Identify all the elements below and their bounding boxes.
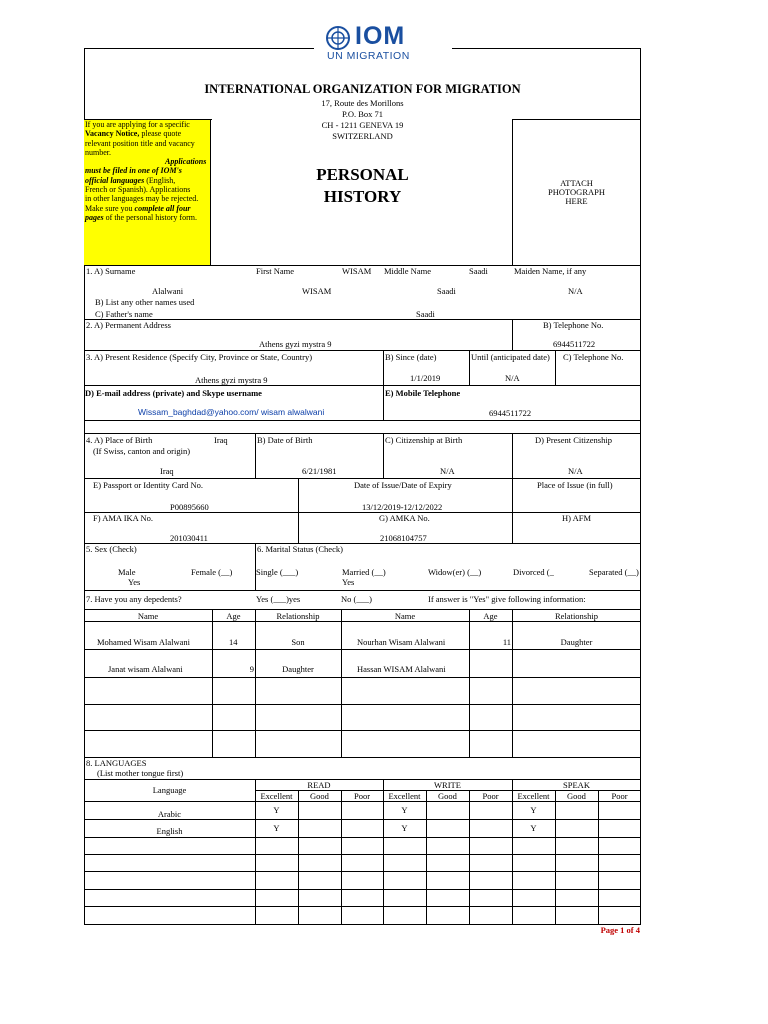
org-name: INTERNATIONAL ORGANIZATION FOR MIGRATION (204, 82, 521, 96)
lang-header-language: Language (152, 785, 187, 795)
notice-line-8: French or Spanish). Applications (85, 185, 191, 195)
address-line-1: 17, Route des Morillons (321, 98, 404, 108)
logo-tagline: UN MIGRATION (327, 50, 410, 62)
dep-row-1-age[interactable]: 14 (229, 637, 238, 647)
lang-row-1-name[interactable]: Arabic (157, 809, 182, 819)
first-name-header-value: WISAM (342, 266, 372, 276)
maiden-name-value[interactable]: N/A (568, 286, 583, 296)
dep-header-name: Name (137, 611, 159, 621)
lang-row-1-speak[interactable]: Y (530, 805, 537, 815)
notice-official: official languages (85, 175, 145, 185)
dep-row-1-name-2[interactable]: Nourhan Wisam Alalwani (357, 637, 446, 647)
email-value[interactable]: Wissam_baghdad@yahoo.com/ wisam alwalwani (138, 407, 325, 417)
ama-ika-label: F) AMA IKA No. (93, 513, 153, 523)
address-line-2: P.O. Box 71 (341, 109, 384, 119)
maiden-name-label: Maiden Name, if any (514, 266, 587, 276)
read-excellent-header: Excellent (260, 791, 293, 801)
present-citizenship-value[interactable]: N/A (568, 466, 583, 476)
dep-row-1-relationship-2[interactable]: Daughter (560, 637, 593, 647)
father-name-label: C) Father's name (95, 309, 153, 319)
until-date-label: Until (anticipated date) (471, 352, 550, 362)
languages-sub: (List mother tongue first) (97, 768, 184, 778)
logo-brand: IOM (355, 22, 406, 50)
dep-header-name-2: Name (394, 611, 416, 621)
dependents-note: If answer is "Yes" give following information: (428, 594, 586, 604)
dep-header-age: Age (226, 611, 241, 621)
dep-row-1-name[interactable]: Mohamed Wisam Alalwani (97, 637, 190, 647)
notice-complete: complete all four (134, 203, 191, 213)
mobile-label: E) Mobile Telephone (385, 388, 461, 398)
other-names-label: B) List any other names used (95, 297, 195, 307)
lang-header-write: WRITE (434, 780, 461, 790)
permanent-address-value[interactable]: Athens gyzi mystra 9 (259, 339, 332, 349)
write-good-header: Good (438, 791, 457, 801)
issue-expiry-label: Date of Issue/Date of Expiry (354, 480, 452, 490)
surname-value[interactable]: Alalwani (152, 286, 184, 296)
passport-label: E) Passport or Identity Card No. (93, 480, 204, 490)
place-of-birth-sub: (If Swiss, canton and origin) (93, 446, 191, 456)
middle-name-label: Middle Name (384, 266, 431, 276)
lang-row-1-read[interactable]: Y (273, 805, 280, 815)
since-date-value[interactable]: 1/1/2019 (410, 373, 441, 383)
passport-value[interactable]: P00895660 (170, 502, 209, 512)
middle-name-value[interactable]: Saadi (437, 286, 456, 296)
dep-row-2-name-2[interactable]: Hassan WISAM Alalwani (357, 664, 446, 674)
speak-good-header: Good (567, 791, 586, 801)
page-number: Page 1 of 4 (600, 925, 640, 935)
present-residence-value[interactable]: Athens gyzi mystra 9 (195, 375, 268, 385)
dep-row-1-age-2[interactable]: 11 (502, 637, 511, 647)
form-title-line-1: PERSONAL (316, 165, 409, 184)
dep-row-2-relationship[interactable]: Daughter (282, 664, 314, 674)
languages-label: 8. LANGUAGES (86, 758, 147, 768)
amka-value[interactable]: 21068104757 (380, 533, 427, 543)
dep-header-relationship: Relationship (276, 611, 320, 621)
photo-label-2: PHOTOGRAPH (548, 187, 605, 197)
lang-row-2-write[interactable]: Y (401, 823, 408, 833)
ama-ika-value[interactable]: 201030411 (170, 533, 208, 543)
notice-english: (English, (144, 175, 176, 185)
notice-vacancy: Vacancy Notice, (85, 129, 140, 139)
dependents-yes[interactable]: Yes (___)yes (256, 594, 301, 604)
speak-poor-header: Poor (611, 791, 628, 801)
email-label: D) E-mail address (private) and Skype username (85, 388, 262, 398)
photo-label-3: HERE (565, 196, 588, 206)
write-excellent-header: Excellent (388, 791, 421, 801)
address-line-3: CH - 1211 GENEVA 19 (321, 120, 404, 130)
place-of-birth-header-value: Iraq (214, 435, 228, 445)
marital-widow[interactable]: Widow(er) (__) (428, 567, 482, 577)
date-of-birth-label: B) Date of Birth (257, 435, 313, 445)
speak-excellent-header: Excellent (517, 791, 550, 801)
write-poor-header: Poor (482, 791, 499, 801)
lang-row-2-read[interactable]: Y (273, 823, 280, 833)
notice-pages: pages (85, 212, 104, 222)
marital-yes: Yes (342, 577, 355, 587)
notice-box (84, 119, 211, 265)
notice-must: must be filed in one of IOM's (85, 166, 182, 176)
until-date-value[interactable]: N/A (505, 373, 520, 383)
sex-label: 5. Sex (Check) (86, 544, 137, 554)
dep-header-relationship-2: Relationship (555, 611, 598, 621)
sex-female[interactable]: Female (__) (191, 567, 233, 577)
father-name-value[interactable]: Saadi (416, 309, 435, 319)
notice-line-11: of the personal history form. (103, 212, 197, 222)
photo-label-1: ATTACH (560, 178, 593, 188)
middle-name-header-value: Saadi (469, 266, 488, 276)
mobile-value[interactable]: 6944511722 (489, 408, 532, 418)
lang-header-speak: SPEAK (563, 780, 590, 790)
dep-row-2-age[interactable]: 9 (249, 664, 254, 674)
marital-label: 6. Marital Status (Check) (257, 544, 343, 554)
place-of-birth-value[interactable]: Iraq (160, 466, 174, 476)
read-good-header: Good (310, 791, 329, 801)
notice-applications: Applications (165, 157, 207, 167)
form-title-line-2: HISTORY (323, 187, 402, 206)
dependents-no[interactable]: No (___) (341, 594, 372, 604)
citizenship-birth-value[interactable]: N/A (440, 466, 455, 476)
first-name-label: First Name (256, 266, 295, 276)
sex-yes: Yes (128, 577, 141, 587)
notice-line-2: please quote (139, 129, 182, 139)
marital-married[interactable]: Married (__) (342, 567, 386, 577)
amka-label: G) AMKA No. (379, 513, 430, 523)
present-telephone-label: C) Telephone No. (563, 352, 624, 362)
dep-row-2-name[interactable]: Janat wisam Alalwani (108, 664, 183, 674)
lang-row-2-speak[interactable]: Y (530, 823, 537, 833)
marital-single[interactable]: Single (___) (256, 567, 299, 577)
place-of-birth-label: 4. A) Place of Birth (86, 435, 153, 445)
permanent-address-label: 2. A) Permanent Address (86, 320, 171, 330)
surname-label: 1. A) Surname (86, 266, 136, 276)
telephone-label: B) Telephone No. (543, 320, 604, 330)
telephone-value[interactable]: 6944511722 (553, 339, 596, 349)
first-name-value[interactable]: WISAM (302, 286, 332, 296)
read-poor-header: Poor (353, 791, 371, 801)
dep-row-1-relationship[interactable]: Son (291, 637, 305, 647)
notice-line-4: number. (85, 147, 111, 157)
present-citizenship-label: D) Present Citizenship (535, 435, 612, 445)
date-of-birth-value[interactable]: 6/21/1981 (302, 466, 337, 476)
notice-make: Make sure you (85, 203, 135, 213)
address-line-4: SWITZERLAND (332, 131, 393, 141)
lang-header-read: READ (307, 780, 331, 790)
afm-label: H) AFM (562, 513, 592, 523)
dep-header-age-2: Age (483, 611, 498, 621)
lang-row-1-write[interactable]: Y (401, 805, 408, 815)
notice-line-9: in other languages may be rejected. (85, 194, 199, 204)
place-of-issue-label: Place of Issue (in full) (537, 480, 613, 490)
notice-line-1: If you are applying for a specific (85, 120, 190, 129)
dependents-label: 7. Have you any depedents? (86, 594, 182, 604)
marital-divorced[interactable]: Divorced (_ (513, 567, 554, 577)
issue-expiry-value[interactable]: 13/12/2019-12/12/2022 (362, 502, 443, 512)
sex-male[interactable]: Male (118, 567, 136, 577)
present-residence-label: 3. A) Present Residence (Specify City, Province or State, Country) (86, 352, 313, 362)
lang-row-2-name[interactable]: English (156, 826, 183, 836)
since-date-label: B) Since (date) (385, 352, 437, 362)
notice-line-3: relevant position title and vacancy (85, 138, 195, 148)
marital-separated[interactable]: Separated (__) (589, 567, 639, 577)
citizenship-birth-label: C) Citizenship at Birth (385, 435, 463, 445)
